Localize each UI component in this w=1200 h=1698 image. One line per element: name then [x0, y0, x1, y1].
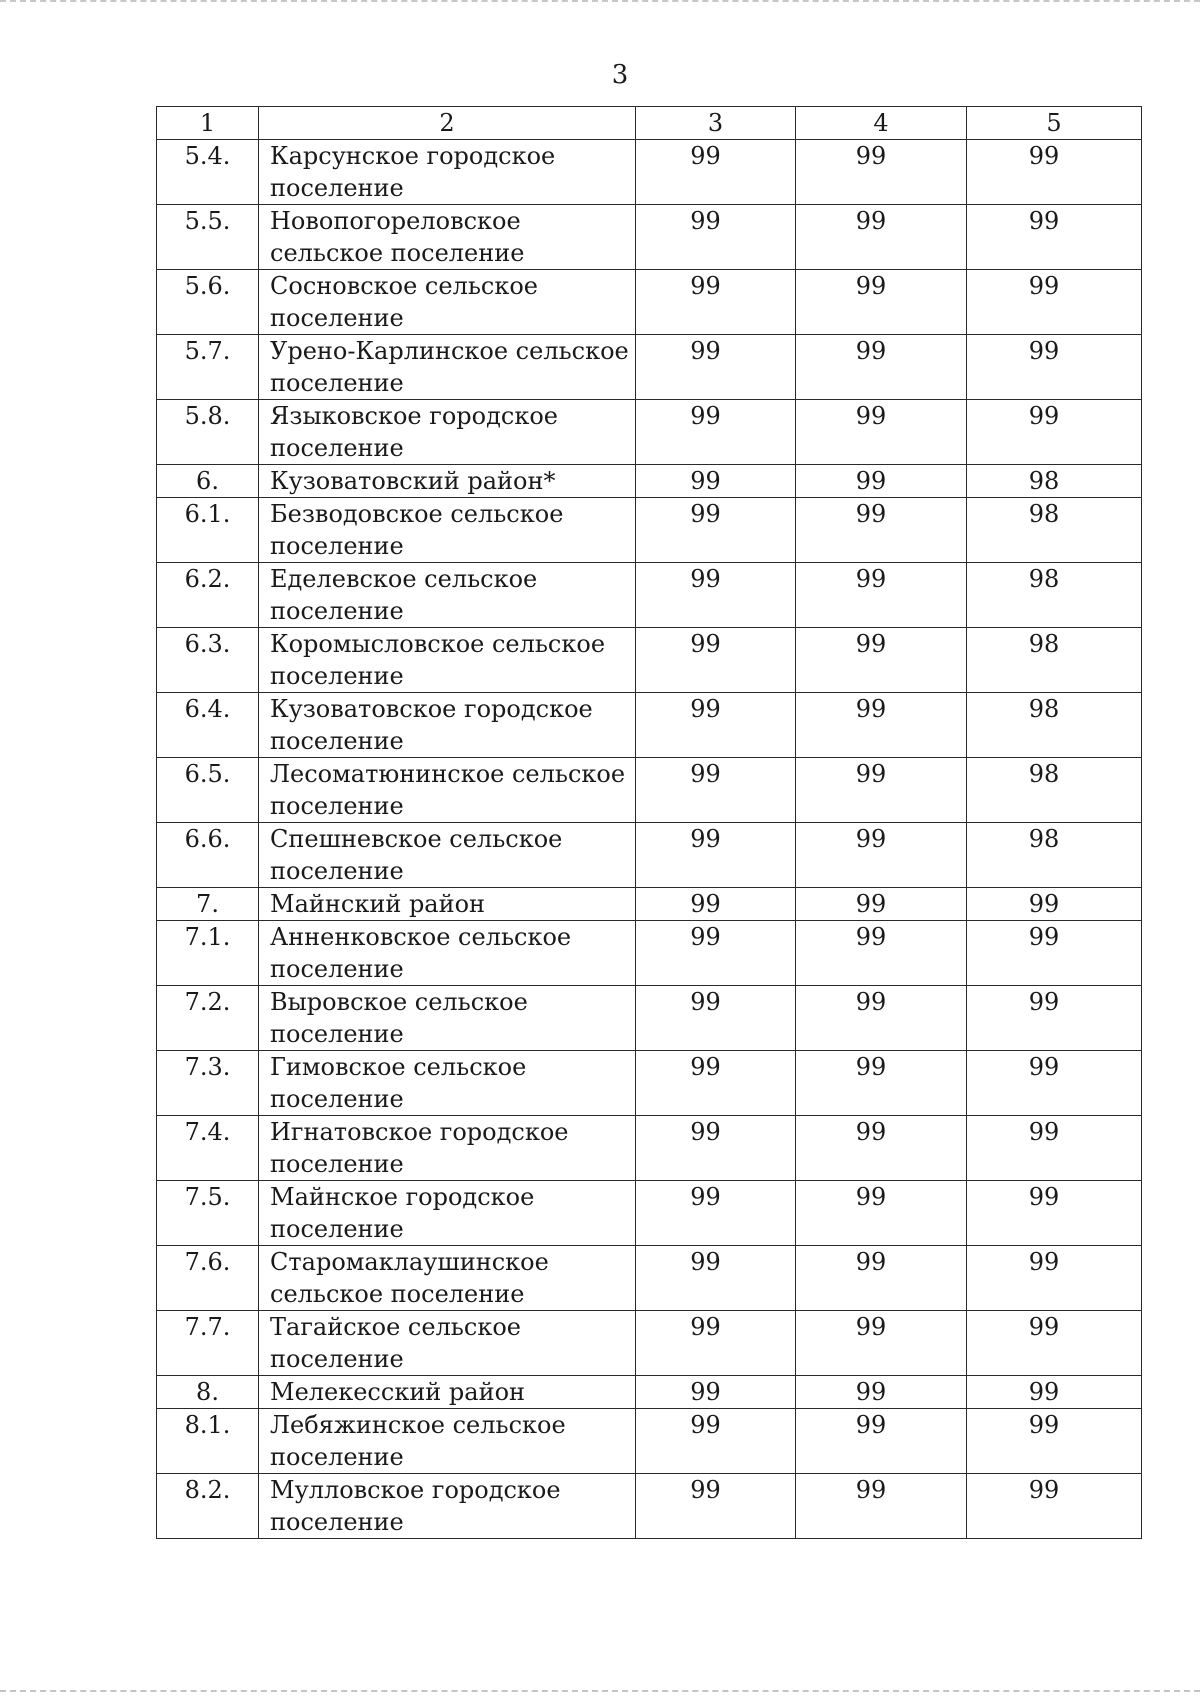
row-number-cell: 6.4. [157, 693, 259, 758]
value-cell-col5 [967, 140, 1142, 205]
table-row [157, 1376, 1142, 1409]
value-text: 99 [1028, 402, 1060, 430]
value-text: 99 [855, 1313, 887, 1341]
value-text: 99 [690, 988, 721, 1016]
row-name-cell: Карсунское городское поселение [259, 140, 636, 205]
value-text: 99 [855, 565, 887, 593]
row-name-cell: Анненковское сельское поселение [259, 921, 636, 986]
row-number-cell: 5.8. [157, 400, 259, 465]
value-cell-col3 [636, 140, 796, 205]
value-cell-col5 [967, 1051, 1142, 1116]
row-number-cell: 6.6. [157, 823, 259, 888]
value-cell-col3 [636, 1474, 796, 1539]
value-cell-col3 [636, 1246, 796, 1311]
row-number-cell: 7.5. [157, 1181, 259, 1246]
value-cell-col3 [636, 1376, 796, 1409]
value-text: 99 [690, 142, 721, 170]
value-cell-col3 [636, 205, 796, 270]
value-text: 99 [1028, 272, 1060, 300]
value-cell-col4 [796, 1116, 967, 1181]
value-text: 99 [690, 1411, 721, 1439]
row-name-cell: Мулловское городское поселение [259, 1474, 636, 1539]
value-cell-col4 [796, 400, 967, 465]
value-cell-col4 [796, 1311, 967, 1376]
row-name-cell: Мелекесский район [259, 1376, 636, 1409]
table-row [157, 465, 1142, 498]
value-text: 99 [1028, 1378, 1060, 1406]
value-text: 99 [690, 402, 721, 430]
value-cell-col3 [636, 921, 796, 986]
value-cell-col5 [967, 270, 1142, 335]
value-cell-col4 [796, 1376, 967, 1409]
value-text: 99 [1028, 923, 1060, 951]
value-cell-col5 [967, 1116, 1142, 1181]
value-cell-col4 [796, 986, 967, 1051]
row-number-cell: 5.4. [157, 140, 259, 205]
row-number-cell: 8.1. [157, 1409, 259, 1474]
column-header: 4 [796, 107, 967, 140]
value-cell-col3 [636, 1311, 796, 1376]
table-row [157, 1409, 1142, 1474]
value-text: 99 [855, 1248, 887, 1276]
row-name-cell: Кузоватовский район* [259, 465, 636, 498]
value-cell-col4 [796, 823, 967, 888]
value-cell-col3 [636, 1409, 796, 1474]
value-text: 99 [1028, 337, 1060, 365]
row-name-cell: Безводовское сельское поселение [259, 498, 636, 563]
value-text: 99 [690, 695, 721, 723]
row-name-cell: Языковское городское поселение [259, 400, 636, 465]
value-cell-col4 [796, 563, 967, 628]
value-cell-col5 [967, 758, 1142, 823]
value-text: 99 [1028, 1118, 1060, 1146]
row-number-cell: 6.1. [157, 498, 259, 563]
value-cell-col4 [796, 465, 967, 498]
value-text: 99 [690, 760, 721, 788]
value-text: 99 [855, 1378, 887, 1406]
row-number-cell: 7.2. [157, 986, 259, 1051]
table-row [157, 140, 1142, 205]
value-text: 99 [855, 207, 887, 235]
table-row [157, 628, 1142, 693]
value-cell-col5 [967, 563, 1142, 628]
value-text: 98 [1028, 695, 1060, 723]
value-cell-col4 [796, 888, 967, 921]
column-header: 3 [636, 107, 796, 140]
value-cell-col3 [636, 563, 796, 628]
value-cell-col3 [636, 628, 796, 693]
table-row [157, 498, 1142, 563]
table-row [157, 986, 1142, 1051]
table-row [157, 1311, 1142, 1376]
value-cell-col4 [796, 205, 967, 270]
value-text: 99 [690, 923, 721, 951]
row-number-cell: 8.2. [157, 1474, 259, 1539]
value-text: 99 [1028, 1248, 1060, 1276]
row-number-cell: 5.6. [157, 270, 259, 335]
value-cell-col3 [636, 270, 796, 335]
row-name-cell: Майнский район [259, 888, 636, 921]
table-row [157, 205, 1142, 270]
row-name-cell: Лесоматюнинское сельское поселение [259, 758, 636, 823]
table-header-row [157, 107, 1142, 140]
row-name-cell: Кузоватовское городское поселение [259, 693, 636, 758]
value-text: 99 [690, 1313, 721, 1341]
value-text: 99 [690, 467, 721, 495]
row-number-cell: 7.7. [157, 1311, 259, 1376]
row-name-cell: Гимовское сельское поселение [259, 1051, 636, 1116]
value-cell-col5 [967, 1181, 1142, 1246]
row-number-cell: 6. [157, 465, 259, 498]
row-number-cell: 7. [157, 888, 259, 921]
value-cell-col3 [636, 693, 796, 758]
data-table [156, 106, 1142, 1539]
value-cell-col4 [796, 270, 967, 335]
table-row [157, 270, 1142, 335]
value-cell-col4 [796, 498, 967, 563]
table-row [157, 693, 1142, 758]
value-cell-col4 [796, 140, 967, 205]
value-text: 99 [855, 467, 887, 495]
row-name-cell: Коромысловское сельское поселение [259, 628, 636, 693]
value-cell-col4 [796, 1181, 967, 1246]
table-row [157, 823, 1142, 888]
row-number-cell: 6.5. [157, 758, 259, 823]
value-text: 99 [1028, 1476, 1060, 1504]
value-text: 99 [855, 760, 887, 788]
value-text: 99 [690, 1248, 721, 1276]
value-text: 99 [855, 1476, 887, 1504]
value-text: 98 [1028, 825, 1060, 853]
value-text: 98 [1028, 467, 1060, 495]
value-cell-col5 [967, 205, 1142, 270]
value-cell-col5 [967, 465, 1142, 498]
value-cell-col3 [636, 1116, 796, 1181]
table-row [157, 758, 1142, 823]
value-cell-col5 [967, 921, 1142, 986]
row-number-cell: 5.7. [157, 335, 259, 400]
value-text: 99 [855, 890, 887, 918]
scan-edge-top [0, 0, 1200, 5]
row-number-cell: 6.2. [157, 563, 259, 628]
value-text: 99 [855, 923, 887, 951]
value-text: 98 [1028, 565, 1060, 593]
value-cell-col3 [636, 335, 796, 400]
row-name-cell: Тагайское сельское поселение [259, 1311, 636, 1376]
value-text: 99 [1028, 207, 1060, 235]
row-name-cell: Сосновское сельское поселение [259, 270, 636, 335]
column-header: 1 [157, 107, 259, 140]
value-cell-col5 [967, 1246, 1142, 1311]
row-name-cell: Спешневское сельское поселение [259, 823, 636, 888]
column-header: 5 [967, 107, 1142, 140]
value-text: 99 [690, 630, 721, 658]
table-row [157, 921, 1142, 986]
value-text: 99 [855, 630, 887, 658]
value-text: 99 [855, 1411, 887, 1439]
value-text: 99 [690, 1476, 721, 1504]
value-cell-col3 [636, 888, 796, 921]
scan-edge-bottom [0, 1690, 1200, 1695]
table-row [157, 1051, 1142, 1116]
value-text: 99 [1028, 1411, 1060, 1439]
value-cell-col4 [796, 693, 967, 758]
value-cell-col5 [967, 1409, 1142, 1474]
value-text: 99 [690, 1053, 721, 1081]
row-number-cell: 7.3. [157, 1051, 259, 1116]
value-text: 98 [1028, 500, 1060, 528]
value-text: 99 [690, 825, 721, 853]
value-cell-col3 [636, 758, 796, 823]
page-number: 3 [611, 60, 629, 90]
value-cell-col5 [967, 1376, 1142, 1409]
value-text: 99 [855, 402, 887, 430]
value-text: 99 [690, 1118, 721, 1146]
table-row [157, 1474, 1142, 1539]
value-text: 99 [855, 272, 887, 300]
value-text: 99 [855, 1053, 887, 1081]
value-text: 99 [1028, 1053, 1060, 1081]
row-number-cell: 5.5. [157, 205, 259, 270]
value-text: 99 [690, 207, 721, 235]
value-cell-col4 [796, 1474, 967, 1539]
value-cell-col4 [796, 921, 967, 986]
value-text: 99 [690, 1378, 721, 1406]
value-text: 99 [855, 988, 887, 1016]
value-text: 99 [855, 337, 887, 365]
value-cell-col3 [636, 986, 796, 1051]
value-cell-col3 [636, 1051, 796, 1116]
value-cell-col3 [636, 823, 796, 888]
value-cell-col5 [967, 400, 1142, 465]
value-cell-col5 [967, 693, 1142, 758]
value-text: 99 [855, 695, 887, 723]
value-text: 99 [690, 1183, 721, 1211]
value-cell-col3 [636, 400, 796, 465]
value-cell-col5 [967, 823, 1142, 888]
value-cell-col4 [796, 628, 967, 693]
row-name-cell: Выровское сельское поселение [259, 986, 636, 1051]
value-text: 99 [855, 142, 887, 170]
row-name-cell: Новопогореловское сельское поселение [259, 205, 636, 270]
value-cell-col3 [636, 1181, 796, 1246]
value-text: 99 [1028, 1313, 1060, 1341]
value-text: 99 [855, 825, 887, 853]
value-text: 98 [1028, 630, 1060, 658]
value-text: 99 [1028, 988, 1060, 1016]
row-name-cell: Урено-Карлинское сельское поселение [259, 335, 636, 400]
value-text: 99 [855, 1118, 887, 1146]
value-text: 99 [1028, 890, 1060, 918]
table-row [157, 1246, 1142, 1311]
value-text: 99 [855, 1183, 887, 1211]
row-number-cell: 7.6. [157, 1246, 259, 1311]
value-cell-col4 [796, 1051, 967, 1116]
table-row [157, 888, 1142, 921]
row-name-cell: Лебяжинское сельское поселение [259, 1409, 636, 1474]
value-cell-col5 [967, 1474, 1142, 1539]
value-cell-col5 [967, 888, 1142, 921]
table-row [157, 1116, 1142, 1181]
value-cell-col5 [967, 335, 1142, 400]
value-text: 99 [855, 500, 887, 528]
value-cell-col3 [636, 498, 796, 563]
value-text: 99 [690, 500, 721, 528]
value-cell-col4 [796, 1409, 967, 1474]
column-header: 2 [259, 107, 636, 140]
row-name-cell: Игнатовское городское поселение [259, 1116, 636, 1181]
table-row [157, 1181, 1142, 1246]
value-cell-col5 [967, 628, 1142, 693]
row-number-cell: 7.4. [157, 1116, 259, 1181]
value-cell-col4 [796, 1246, 967, 1311]
row-name-cell: Старомаклаушинское сельское поселение [259, 1246, 636, 1311]
value-cell-col3 [636, 465, 796, 498]
value-text: 98 [1028, 760, 1060, 788]
table-row [157, 335, 1142, 400]
value-text: 99 [690, 337, 721, 365]
value-cell-col4 [796, 335, 967, 400]
value-cell-col5 [967, 1311, 1142, 1376]
value-cell-col4 [796, 758, 967, 823]
value-text: 99 [690, 565, 721, 593]
value-text: 99 [1028, 142, 1060, 170]
value-text: 99 [690, 272, 721, 300]
table-row [157, 563, 1142, 628]
table-row [157, 400, 1142, 465]
value-text: 99 [1028, 1183, 1060, 1211]
value-text: 99 [690, 890, 721, 918]
row-number-cell: 8. [157, 1376, 259, 1409]
row-number-cell: 7.1. [157, 921, 259, 986]
value-cell-col5 [967, 498, 1142, 563]
row-name-cell: Майнское городское поселение [259, 1181, 636, 1246]
row-name-cell: Еделевское сельское поселение [259, 563, 636, 628]
value-cell-col5 [967, 986, 1142, 1051]
row-number-cell: 6.3. [157, 628, 259, 693]
